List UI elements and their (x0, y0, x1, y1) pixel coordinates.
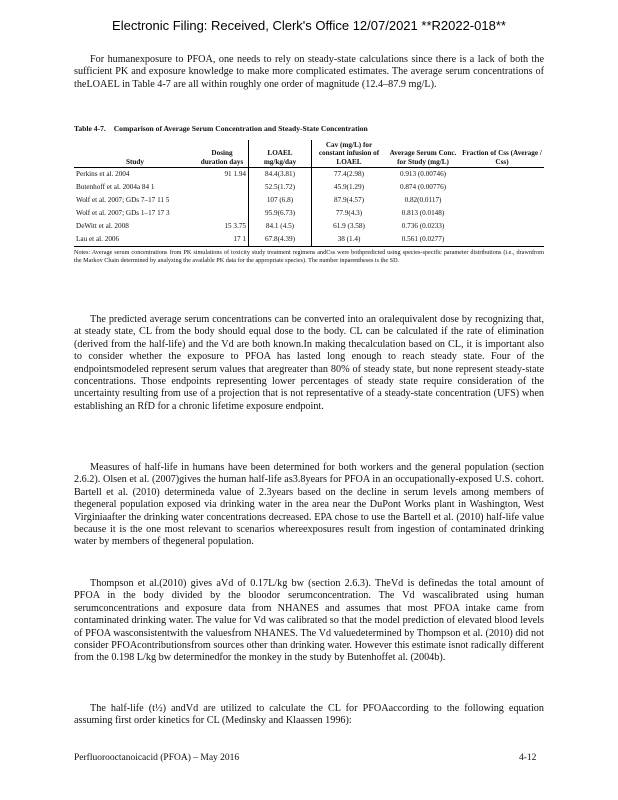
table-caption (74, 124, 544, 136)
paragraph-volume-distribution: Thompson et al.(2010) gives aVd of 0.17L/kg bw (section 2.6.3). TheVd is definedas the total amount of PFOA in the body divided by the bloodor serumconcentration. The Vd wascalibrated using human serumconcentrations and exposure data from NHANES and assumes that most PFOA intake came from contaminated drinking water. The value for Vd was calibrated so that the model prediction of elevated blood levels of PFOA wasconsistentwith the valuesfrom NHANES. The Vd valuedetermined by Thompson et al. (2010) did not consider PFOAcontributionsfrom sources other than drinking water. However this estimate isnot radically different from the 0.198 L/kg bw determinedfor the monkey in the study by Butenhoffet al. (2004b). (74, 578, 544, 664)
cell-fraction: 0.874 (0.00776) (399, 183, 447, 192)
cell-study: Lau et al. 2006 (74, 233, 196, 247)
cell-css: 61.9 (3.58) (312, 220, 387, 233)
cell-fraction: 0.82(0.0117) (404, 196, 442, 205)
cell-duration: 91 1.94 (224, 170, 246, 179)
paragraph-equation-intro: The half-life (t½) andVd are utilized to calculate the CL for PFOAaccording to the following equation assuming first order kinetics for CL (Medinsky and Klaassen 1996): (74, 703, 544, 727)
cell-cav: 107 (6.8) (249, 194, 312, 207)
table-row (74, 220, 544, 233)
paragraph-clearance: The predicted average serum concentrations can be converted into an oralequivalent dose by recognizing that, at steady state, CL from the body should equal dose to the body. CL can be calculated if the rate of elimination (derived from the half-life) and the Vd are both known.In making thecalculation based on CL, it is important also to consider whether the exposure to PFOA has lasted long enough to reach steady state. Four of the endpointsmodeled represent serum values that aregreater than 80% of steady state, but none represent steady-state concentrations. Those endpoints representing lower percentages of steady state require consideration of the uncertainty resulting from use of a projection that is not representative of a steady-state concentration (UFS) when establishing an RfD for a chronic lifetime exposure endpoint. (74, 314, 544, 412)
table-row (74, 233, 544, 247)
table-row (74, 207, 544, 220)
col-fraction: Fraction of Css (Average / Css) (460, 140, 544, 168)
cell-study: Wolf et al. 2007; GDs 7–17 11 5 (76, 196, 170, 205)
footer-page-number: 4-12 (519, 753, 537, 763)
col-loael: LOAEL mg/kg/day (249, 140, 312, 168)
cell-fraction: 0.736 (0.0233) (401, 222, 445, 231)
cell-css: 45.9(1.29) (312, 181, 387, 194)
cell-cav: 95.9(6.73) (249, 207, 312, 220)
cell-css: 77.4(2.98) (312, 168, 387, 182)
cell-cav: 67.8(4.39) (249, 233, 312, 247)
col-dosing: Dosing duration days (196, 140, 249, 168)
cell-study: Perkins et al. 2004 (76, 170, 130, 179)
cell-duration (196, 194, 249, 207)
cell-study: DeWitt et al. 2008 (76, 222, 129, 231)
table-caption-label: Table 4-7. (74, 124, 106, 133)
cell-study: Butenhoff et al. 2004a 84 1 (76, 183, 155, 192)
cell-fraction: 0.913 (0.00746) (399, 170, 447, 179)
cell-cav: 52.5(1.72) (249, 181, 312, 194)
footer-document-title: Perfluorooctanoicacid (PFOA) – May 2016 (74, 753, 240, 763)
cell-study: Wolf et al. 2007; GDs 1–17 17 3 (76, 209, 170, 218)
filing-header: Electronic Filing: Received, Clerk's Office 12/07/2021 **R2022-018** (112, 18, 506, 33)
cell-css: 87.9(4.57) (312, 194, 387, 207)
table-notes: Notes: Average serum concentrations from PK simulations of toxicity study treatment regimens andCss were bothpredicted using species-specific parameter distributions (i.e., drawnfrom the Markov Chain determined by analyzing the available PK data for the appropriate species). The number inparentheses is the SD. (74, 249, 544, 264)
col-css: Average Serum Conc. for Study (mg/L) (386, 140, 460, 168)
cell-fraction: 0.561 (0.0277) (386, 233, 460, 247)
col-cav: Cav (mg/L) for constant infusion of LOAEL (312, 140, 387, 168)
cell-duration (196, 181, 249, 194)
cell-cav: 84.4(3.81) (249, 168, 312, 182)
cell-css: 77.9(4.3) (312, 207, 387, 220)
paragraph-intro: For humanexposure to PFOA, one needs to rely on steady-state calculations since there is a lack of both the sufficient PK and exposure knowledge to make more complicated estimates. The average serum concentrations of theLOAEL in Table 4-7 are all within roughly one order of magnitude (12.4–87.9 mg/L). (74, 54, 544, 90)
data-table (74, 140, 544, 247)
cell-fraction: 0.813 (0.0148) (401, 209, 445, 218)
table-4-7 (74, 124, 544, 264)
cell-duration (196, 207, 249, 220)
paragraph-half-life: Measures of half-life in humans have been determined for both workers and the general population (section 2.6.2). Olsen et al. (2007)gives the human half-life as3.8years for PFOA in an occupationally-exposed U.S. cohort. Bartell et al. (2010) determineda value of 2.3years based on the decline in serum levels among members of thegeneral population exposed via drinking water in the area near the DuPont Works plant in Washington, West Virginiaafter the drinking water concentrations decreased. EPA chose to use the Bartell et al. (2010) half-life value because it is the one most relevant to scenarios whereexposures result from ingestion of contaminated drinking water by members of thegeneral population. (74, 462, 544, 548)
table-row (74, 194, 544, 207)
cell-duration: 17 1 (196, 233, 249, 247)
cell-duration: 15 3.75 (224, 222, 246, 231)
col-study: Study (74, 140, 196, 168)
table-row (74, 181, 544, 194)
table-row (74, 168, 544, 182)
cell-cav: 84.1 (4.5) (249, 220, 312, 233)
table-caption-title: Comparison of Average Serum Concentration and Steady-State Concentration (113, 124, 368, 133)
cell-css: 38 (1.4) (312, 233, 387, 247)
